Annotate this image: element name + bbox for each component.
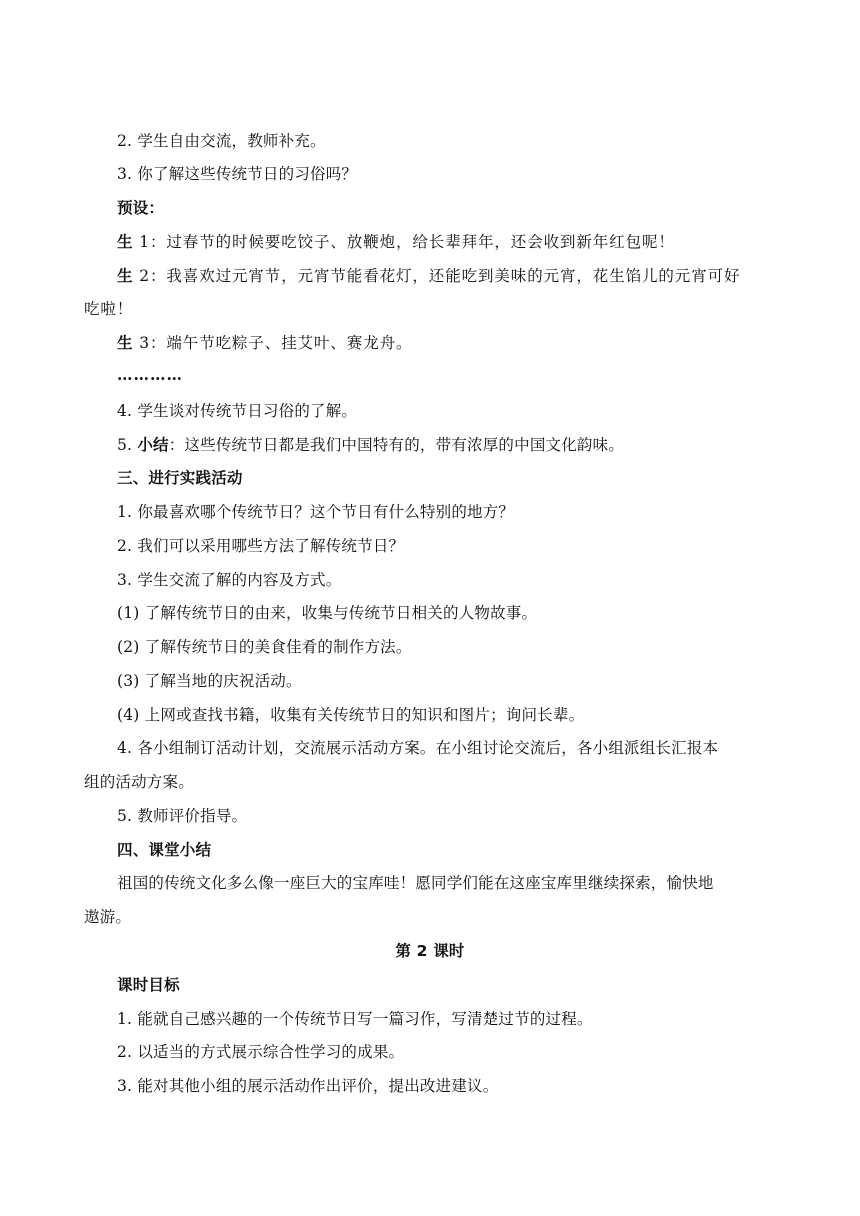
section-4-heading: 四、课堂小结: [117, 841, 212, 859]
section-3-sub-2: (2) 了解传统节日的美食佳肴的制作方法。: [117, 638, 412, 656]
section-3-item-3: 3. 学生交流了解的内容及方式。: [117, 571, 342, 589]
section-3-item-1: 1. 你最喜欢哪个传统节日？这个节日有什么特别的地方？: [117, 503, 515, 521]
yushe-label: 预设：: [117, 199, 165, 217]
section-4-text-continuation: 遨游。: [84, 908, 132, 926]
step-2-line: 2. 学生自由交流，教师补充。: [117, 132, 326, 150]
lesson-2-goals-heading: 课时目标: [117, 976, 180, 994]
section-3-item-4: 4. 各小组制订活动计划，交流展示活动方案。在小组讨论交流后，各小组派组长汇报本: [117, 739, 719, 757]
summary-prefix: 5.: [117, 436, 138, 454]
section-3-heading: 三、进行实践活动: [117, 469, 243, 487]
lesson-2-title: 第 2 课时: [395, 942, 465, 960]
summary-label: 小结: [137, 436, 169, 454]
section-4-text: 祖国的传统文化多么像一座巨大的宝库哇！愿同学们能在这座宝库里继续探索，愉快地: [117, 874, 714, 892]
student-3-speaker: 生: [117, 334, 134, 352]
lesson-2-goal-2: 2. 以适当的方式展示综合性学习的成果。: [117, 1043, 405, 1061]
student-2-text: 2：我喜欢过元宵节，元宵节能看花灯，还能吃到美味的元宵，花生馅儿的元宵可好: [133, 267, 741, 285]
summary-line: [117, 435, 624, 455]
student-3-line: [117, 333, 412, 353]
student-2-speaker: 生: [117, 267, 134, 285]
student-2-line: [117, 266, 740, 286]
lesson-2-goal-1: 1. 能就自己感兴趣的一个传统节日写一篇习作，写清楚过节的过程。: [117, 1010, 593, 1028]
step-4-line: 4. 学生谈对传统节日习俗的了解。: [117, 402, 358, 420]
step-3-line: 3. 你了解这些传统节日的习俗吗？: [117, 165, 358, 183]
student-1-text: 1：过春节的时候要吃饺子、放鞭炮，给长辈拜年，还会收到新年红包呢！: [133, 233, 675, 251]
student-3-text: 3：端午节吃粽子、挂艾叶、赛龙舟。: [133, 334, 413, 352]
section-3-sub-3: (3) 了解当地的庆祝活动。: [117, 672, 302, 690]
summary-text: ：这些传统节日都是我们中国特有的，带有浓厚的中国文化韵味。: [168, 436, 625, 454]
section-3-item-4-continuation: 组的活动方案。: [84, 773, 194, 791]
lesson-2-goal-3: 3. 能对其他小组的展示活动作出评价，提出改进建议。: [117, 1077, 499, 1095]
ellipsis-line: …………: [117, 365, 183, 384]
section-3-sub-1: (1) 了解传统节日的由来，收集与传统节日相关的人物故事。: [117, 604, 538, 622]
student-2-continuation: 吃啦！: [84, 300, 134, 318]
section-3-item-5: 5. 教师评价指导。: [117, 807, 248, 825]
student-1-line: [117, 232, 675, 252]
student-1-speaker: 生: [117, 233, 134, 251]
section-3-item-2: 2. 我们可以采用哪些方法了解传统节日？: [117, 537, 405, 555]
section-3-sub-4: (4) 上网或查找书籍，收集有关传统节日的知识和图片；询问长辈。: [117, 706, 585, 724]
